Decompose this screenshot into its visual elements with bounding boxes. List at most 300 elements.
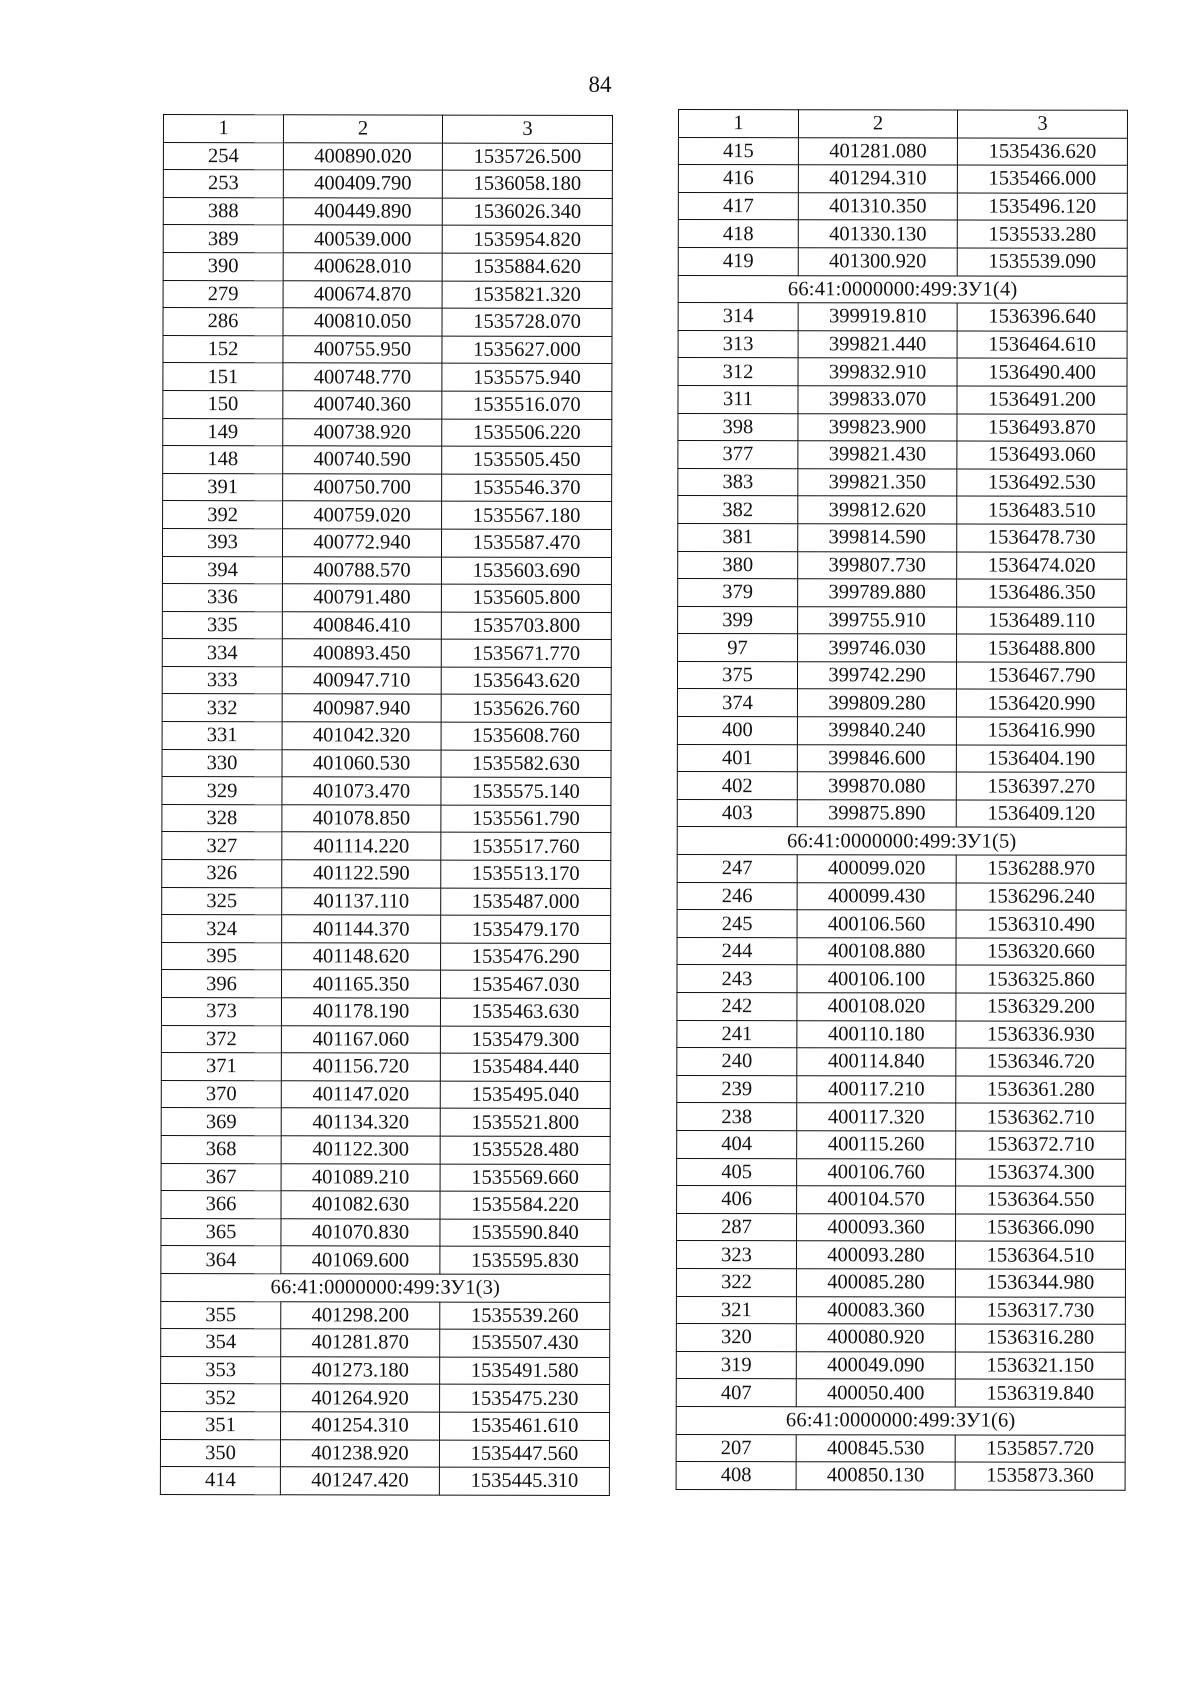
table-row (161, 1356, 610, 1385)
point-number-cell: 243 (677, 965, 797, 993)
y-coordinate-cell: 1535857.720 (955, 1434, 1125, 1462)
point-number-cell: 371 (161, 1053, 281, 1081)
page-number: 84 (588, 72, 612, 97)
x-coordinate-cell: 400740.360 (283, 391, 442, 419)
table-row (162, 528, 611, 557)
parcel-section-label: 66:41:0000000:499:ЗУ1(6) (676, 1406, 1125, 1434)
table-row (677, 1186, 1126, 1214)
y-coordinate-cell: 1535487.000 (441, 888, 611, 916)
point-number-cell: 383 (678, 468, 798, 496)
y-coordinate-cell: 1536316.280 (955, 1324, 1125, 1352)
table-row (678, 468, 1127, 496)
y-coordinate-cell: 1535447.560 (439, 1440, 609, 1468)
point-number-cell: 368 (161, 1135, 281, 1163)
x-coordinate-cell: 400050.400 (796, 1379, 955, 1407)
point-number-cell: 375 (677, 661, 797, 689)
y-coordinate-cell: 1535726.500 (442, 143, 612, 171)
table-row (161, 1301, 610, 1330)
y-coordinate-cell: 1535479.300 (440, 1026, 610, 1054)
x-coordinate-cell: 399742.290 (797, 662, 956, 690)
x-coordinate-cell: 400409.790 (283, 170, 442, 198)
x-coordinate-cell: 400845.530 (796, 1434, 955, 1462)
point-number-cell: 415 (678, 137, 798, 165)
y-coordinate-cell: 1535475.230 (440, 1384, 610, 1412)
table-row (677, 937, 1126, 965)
y-coordinate-cell: 1536058.180 (442, 170, 612, 198)
x-coordinate-cell: 400449.890 (283, 198, 442, 226)
table-row (161, 1329, 610, 1358)
point-number-cell: 331 (162, 722, 282, 750)
x-coordinate-cell: 401298.200 (281, 1301, 440, 1329)
x-coordinate-cell: 399821.350 (798, 468, 957, 496)
point-number-cell: 370 (161, 1080, 281, 1108)
table-row (678, 551, 1127, 579)
x-coordinate-cell: 401073.470 (282, 777, 441, 805)
x-coordinate-cell: 401330.130 (798, 220, 957, 248)
y-coordinate-cell: 1535505.450 (442, 446, 612, 474)
point-number-cell: 323 (676, 1241, 796, 1269)
y-coordinate-cell: 1536486.350 (957, 579, 1127, 607)
table-row (163, 225, 612, 254)
y-coordinate-cell: 1535445.310 (439, 1467, 609, 1495)
table-row (677, 1020, 1126, 1048)
y-coordinate-cell: 1536464.610 (957, 331, 1127, 359)
table-row (161, 1191, 610, 1220)
point-number-cell: 400 (677, 717, 797, 745)
table-row (677, 910, 1126, 938)
point-number-cell: 403 (677, 799, 797, 827)
table-row (676, 1434, 1125, 1462)
y-coordinate-cell: 1536296.240 (956, 883, 1126, 911)
table-row (163, 335, 612, 364)
x-coordinate-cell: 399812.620 (798, 496, 957, 524)
point-number-cell: 374 (677, 689, 797, 717)
x-coordinate-cell: 399821.430 (798, 441, 957, 469)
y-coordinate-cell: 1535821.320 (442, 281, 612, 309)
x-coordinate-cell: 400099.020 (797, 855, 956, 883)
y-coordinate-cell: 1536366.090 (956, 1214, 1126, 1242)
point-number-cell: 319 (676, 1351, 796, 1379)
table-row (163, 252, 612, 281)
coordinates-table-left (160, 114, 613, 1496)
table-row (678, 634, 1127, 662)
x-coordinate-cell: 400810.050 (283, 308, 442, 336)
x-coordinate-cell: 399814.590 (798, 524, 957, 552)
table-row (678, 330, 1127, 358)
y-coordinate-cell: 1536409.120 (956, 800, 1126, 828)
x-coordinate-cell: 399919.810 (798, 303, 957, 331)
y-coordinate-cell: 1535584.220 (440, 1191, 610, 1219)
y-coordinate-cell: 1535516.070 (442, 391, 612, 419)
column-header: 2 (798, 110, 957, 138)
point-number-cell: 369 (161, 1108, 281, 1136)
x-coordinate-cell: 399870.080 (797, 772, 956, 800)
point-number-cell: 313 (678, 330, 798, 358)
coordinates-table-right (676, 109, 1128, 1490)
x-coordinate-cell: 400628.010 (283, 253, 442, 281)
y-coordinate-cell: 1536361.280 (956, 1076, 1126, 1104)
point-number-cell: 353 (161, 1356, 281, 1384)
y-coordinate-cell: 1535671.770 (441, 639, 611, 667)
point-number-cell: 327 (162, 832, 282, 860)
table-row (163, 170, 612, 199)
y-coordinate-cell: 1535506.220 (442, 419, 612, 447)
table-row (161, 970, 610, 999)
table-row (163, 280, 612, 309)
x-coordinate-cell: 400049.090 (796, 1351, 955, 1379)
x-coordinate-cell: 400099.430 (797, 882, 956, 910)
y-coordinate-cell: 1535595.830 (440, 1246, 610, 1274)
y-coordinate-cell: 1536467.790 (956, 662, 1126, 690)
table-row (677, 689, 1126, 717)
point-number-cell: 151 (163, 363, 283, 391)
x-coordinate-cell: 400115.260 (797, 1131, 956, 1159)
point-number-cell: 246 (677, 882, 797, 910)
table-row (677, 1048, 1126, 1076)
table-row (678, 579, 1127, 607)
x-coordinate-cell: 400539.000 (283, 225, 442, 253)
point-number-cell: 97 (678, 634, 798, 662)
table-row (677, 965, 1126, 993)
x-coordinate-cell: 400108.880 (797, 938, 956, 966)
table-row (162, 666, 611, 695)
section-row (677, 827, 1126, 855)
point-number-cell: 377 (678, 441, 798, 469)
table-row (162, 694, 611, 723)
y-coordinate-cell: 1535467.030 (440, 971, 610, 999)
section-row (161, 1273, 610, 1302)
table-row (678, 247, 1127, 275)
table-row (676, 1324, 1125, 1352)
point-number-cell: 240 (677, 1048, 797, 1076)
y-coordinate-cell: 1535605.800 (441, 584, 611, 612)
table-row (676, 1462, 1125, 1490)
table-row (677, 744, 1126, 772)
y-coordinate-cell: 1536397.270 (956, 772, 1126, 800)
point-number-cell: 247 (677, 855, 797, 883)
y-coordinate-cell: 1535884.620 (442, 253, 612, 281)
x-coordinate-cell: 400106.760 (797, 1158, 956, 1186)
point-number-cell: 379 (678, 579, 798, 607)
y-coordinate-cell: 1535496.120 (957, 193, 1127, 221)
x-coordinate-cell: 401137.110 (282, 887, 441, 915)
x-coordinate-cell: 401134.320 (281, 1108, 440, 1136)
y-coordinate-cell: 1535561.790 (441, 805, 611, 833)
point-number-cell: 336 (162, 584, 282, 612)
table-row (161, 997, 610, 1026)
point-number-cell: 352 (161, 1384, 281, 1412)
table-row (677, 1158, 1126, 1186)
x-coordinate-cell: 400846.410 (282, 611, 441, 639)
x-coordinate-cell: 401122.300 (281, 1136, 440, 1164)
y-coordinate-cell: 1536374.300 (956, 1159, 1126, 1187)
y-coordinate-cell: 1535461.610 (439, 1412, 609, 1440)
y-coordinate-cell: 1536372.710 (956, 1131, 1126, 1159)
point-number-cell: 406 (677, 1186, 797, 1214)
table-row (678, 192, 1127, 220)
y-coordinate-cell: 1535507.430 (440, 1329, 610, 1357)
point-number-cell: 364 (161, 1246, 281, 1274)
y-coordinate-cell: 1536364.550 (956, 1186, 1126, 1214)
table-row (163, 446, 612, 475)
point-number-cell: 416 (678, 165, 798, 193)
y-coordinate-cell: 1536310.490 (956, 910, 1126, 938)
x-coordinate-cell: 401264.920 (281, 1384, 440, 1412)
table-row (678, 137, 1127, 165)
x-coordinate-cell: 401247.420 (280, 1467, 439, 1495)
x-coordinate-cell: 400093.280 (796, 1241, 955, 1269)
x-coordinate-cell: 400890.020 (283, 142, 442, 170)
point-number-cell: 408 (676, 1462, 796, 1490)
x-coordinate-cell: 401069.600 (281, 1246, 440, 1274)
point-number-cell: 404 (677, 1130, 797, 1158)
x-coordinate-cell: 401273.180 (281, 1356, 440, 1384)
table-row (677, 799, 1126, 827)
x-coordinate-cell: 401122.590 (282, 860, 441, 888)
x-coordinate-cell: 399832.910 (798, 358, 957, 386)
y-coordinate-cell: 1536288.970 (956, 855, 1126, 883)
y-coordinate-cell: 1536317.730 (955, 1297, 1125, 1325)
table-row (163, 142, 612, 171)
table-row (160, 1439, 609, 1468)
table-row (677, 1213, 1126, 1241)
y-coordinate-cell: 1536396.640 (957, 303, 1127, 331)
point-number-cell: 312 (678, 358, 798, 386)
header-row (678, 110, 1127, 138)
x-coordinate-cell: 401078.850 (282, 805, 441, 833)
table-row (161, 1218, 610, 1247)
y-coordinate-cell: 1535603.690 (441, 557, 611, 585)
table-row (163, 308, 612, 337)
x-coordinate-cell: 400850.130 (796, 1462, 955, 1490)
y-coordinate-cell: 1535517.760 (441, 833, 611, 861)
table-row (676, 1241, 1125, 1269)
table-row (161, 1246, 610, 1275)
y-coordinate-cell: 1535436.620 (957, 138, 1127, 166)
point-number-cell: 401 (677, 744, 797, 772)
y-coordinate-cell: 1535491.580 (440, 1357, 610, 1385)
table-row (678, 413, 1127, 441)
x-coordinate-cell: 399833.070 (798, 386, 957, 414)
table-row (677, 661, 1126, 689)
point-number-cell: 238 (677, 1103, 797, 1131)
y-coordinate-cell: 1535539.090 (957, 248, 1127, 276)
point-number-cell: 148 (163, 446, 283, 474)
table-row (160, 1467, 609, 1496)
point-number-cell: 287 (677, 1213, 797, 1241)
y-coordinate-cell: 1536362.710 (956, 1103, 1126, 1131)
point-number-cell: 245 (677, 910, 797, 938)
y-coordinate-cell: 1536492.530 (957, 469, 1127, 497)
x-coordinate-cell: 399789.880 (798, 579, 957, 607)
point-number-cell: 150 (163, 390, 283, 418)
point-number-cell: 355 (161, 1301, 281, 1329)
y-coordinate-cell: 1535495.040 (440, 1081, 610, 1109)
table-row (161, 1163, 610, 1192)
x-coordinate-cell: 399823.900 (798, 413, 957, 441)
y-coordinate-cell: 1535479.170 (441, 915, 611, 943)
point-number-cell: 399 (678, 606, 798, 634)
x-coordinate-cell: 399821.440 (798, 330, 957, 358)
table-row (678, 220, 1127, 248)
table-row (162, 639, 611, 668)
point-number-cell: 332 (162, 694, 282, 722)
x-coordinate-cell: 401089.210 (281, 1163, 440, 1191)
point-number-cell: 388 (163, 197, 283, 225)
y-coordinate-cell: 1536474.020 (957, 551, 1127, 579)
point-number-cell: 152 (163, 335, 283, 363)
table-row (162, 915, 611, 944)
point-number-cell: 393 (162, 528, 282, 556)
table-row (678, 523, 1127, 551)
table-row (162, 777, 611, 806)
y-coordinate-cell: 1536483.510 (957, 496, 1127, 524)
point-number-cell: 398 (678, 413, 798, 441)
x-coordinate-cell: 400947.710 (282, 667, 441, 695)
point-number-cell: 325 (162, 887, 282, 915)
section-row (678, 275, 1127, 303)
y-coordinate-cell: 1535643.620 (441, 667, 611, 695)
table-row (676, 1351, 1125, 1379)
y-coordinate-cell: 1535546.370 (442, 474, 612, 502)
table-row (161, 1108, 610, 1137)
point-number-cell: 418 (678, 220, 798, 248)
y-coordinate-cell: 1536321.150 (955, 1352, 1125, 1380)
y-coordinate-cell: 1536489.110 (957, 607, 1127, 635)
parcel-section-label: 66:41:0000000:499:ЗУ1(3) (161, 1273, 610, 1302)
x-coordinate-cell: 401144.370 (282, 915, 441, 943)
y-coordinate-cell: 1535539.260 (440, 1302, 610, 1330)
table-row (163, 363, 612, 392)
point-number-cell: 253 (163, 170, 283, 198)
point-number-cell: 149 (163, 418, 283, 446)
x-coordinate-cell: 401300.920 (798, 248, 957, 276)
point-number-cell: 314 (678, 303, 798, 331)
x-coordinate-cell: 401178.190 (281, 998, 440, 1026)
y-coordinate-cell: 1536346.720 (956, 1048, 1126, 1076)
x-coordinate-cell: 400738.920 (283, 418, 442, 446)
table-row (676, 1379, 1125, 1407)
x-coordinate-cell: 399746.030 (798, 634, 957, 662)
point-number-cell: 382 (678, 496, 798, 524)
table-row (161, 1053, 610, 1082)
point-number-cell: 335 (162, 611, 282, 639)
y-coordinate-cell: 1536329.200 (956, 993, 1126, 1021)
x-coordinate-cell: 401042.320 (282, 722, 441, 750)
point-number-cell: 242 (677, 992, 797, 1020)
point-number-cell: 350 (160, 1439, 280, 1467)
y-coordinate-cell: 1535954.820 (442, 226, 612, 254)
x-coordinate-cell: 399809.280 (797, 689, 956, 717)
x-coordinate-cell: 400740.590 (283, 446, 442, 474)
table-row (678, 606, 1127, 634)
table-row (678, 303, 1127, 331)
table-row (163, 473, 612, 502)
y-coordinate-cell: 1536420.990 (956, 689, 1126, 717)
point-number-cell: 380 (678, 551, 798, 579)
table-row (677, 855, 1126, 883)
point-number-cell: 395 (162, 942, 282, 970)
table-row (162, 832, 611, 861)
x-coordinate-cell: 399840.240 (797, 717, 956, 745)
x-coordinate-cell: 400110.180 (797, 1020, 956, 1048)
x-coordinate-cell: 400106.100 (797, 965, 956, 993)
x-coordinate-cell: 399807.730 (798, 551, 957, 579)
y-coordinate-cell: 1536364.510 (955, 1241, 1125, 1269)
table-row (678, 441, 1127, 469)
y-coordinate-cell: 1535569.660 (440, 1164, 610, 1192)
y-coordinate-cell: 1535575.940 (442, 363, 612, 391)
table-row (162, 584, 611, 613)
x-coordinate-cell: 400759.020 (283, 501, 442, 529)
x-coordinate-cell: 401294.310 (798, 165, 957, 193)
x-coordinate-cell: 400674.870 (283, 280, 442, 308)
point-number-cell: 372 (161, 1025, 281, 1053)
y-coordinate-cell: 1535513.170 (441, 860, 611, 888)
table-row (677, 992, 1126, 1020)
point-number-cell: 390 (163, 252, 283, 280)
y-coordinate-cell: 1536404.190 (956, 745, 1126, 773)
x-coordinate-cell: 400750.700 (283, 473, 442, 501)
x-coordinate-cell: 401082.630 (281, 1191, 440, 1219)
y-coordinate-cell: 1535466.000 (957, 165, 1127, 193)
parcel-section-label: 66:41:0000000:499:ЗУ1(4) (678, 275, 1127, 303)
column-header: 3 (957, 110, 1127, 138)
x-coordinate-cell: 400108.020 (797, 993, 956, 1021)
table-row (162, 804, 611, 833)
table-row (162, 887, 611, 916)
point-number-cell: 396 (161, 970, 281, 998)
x-coordinate-cell: 400788.570 (282, 556, 441, 584)
point-number-cell: 405 (677, 1158, 797, 1186)
x-coordinate-cell: 401281.080 (798, 137, 957, 165)
section-row (676, 1406, 1125, 1434)
point-number-cell: 365 (161, 1218, 281, 1246)
table-row (678, 385, 1127, 413)
point-number-cell: 254 (163, 142, 283, 170)
x-coordinate-cell: 400772.940 (282, 529, 441, 557)
point-number-cell: 419 (678, 247, 798, 275)
y-coordinate-cell: 1536488.800 (957, 634, 1127, 662)
x-coordinate-cell: 400893.450 (282, 639, 441, 667)
x-coordinate-cell: 401310.350 (798, 192, 957, 220)
y-coordinate-cell: 1535626.760 (441, 695, 611, 723)
y-coordinate-cell: 1535703.800 (441, 612, 611, 640)
y-coordinate-cell: 1535728.070 (442, 308, 612, 336)
column-header: 1 (678, 110, 798, 138)
x-coordinate-cell: 400080.920 (796, 1324, 955, 1352)
x-coordinate-cell: 399875.890 (797, 800, 956, 828)
x-coordinate-cell: 400755.950 (283, 336, 442, 364)
point-number-cell: 334 (162, 639, 282, 667)
x-coordinate-cell: 401165.350 (281, 970, 440, 998)
point-number-cell: 414 (160, 1467, 280, 1495)
y-coordinate-cell: 1536336.930 (956, 1021, 1126, 1049)
point-number-cell: 321 (676, 1296, 796, 1324)
y-coordinate-cell: 1535873.360 (955, 1462, 1125, 1490)
point-number-cell: 351 (160, 1411, 280, 1439)
y-coordinate-cell: 1535521.800 (440, 1109, 610, 1137)
point-number-cell: 354 (161, 1329, 281, 1357)
table-row (161, 1080, 610, 1109)
x-coordinate-cell: 399755.910 (798, 606, 957, 634)
table-row (162, 942, 611, 971)
x-coordinate-cell: 401238.920 (280, 1439, 439, 1467)
column-header: 2 (283, 115, 442, 143)
x-coordinate-cell: 400083.360 (796, 1296, 955, 1324)
x-coordinate-cell: 399846.600 (797, 744, 956, 772)
x-coordinate-cell: 400104.570 (797, 1186, 956, 1214)
